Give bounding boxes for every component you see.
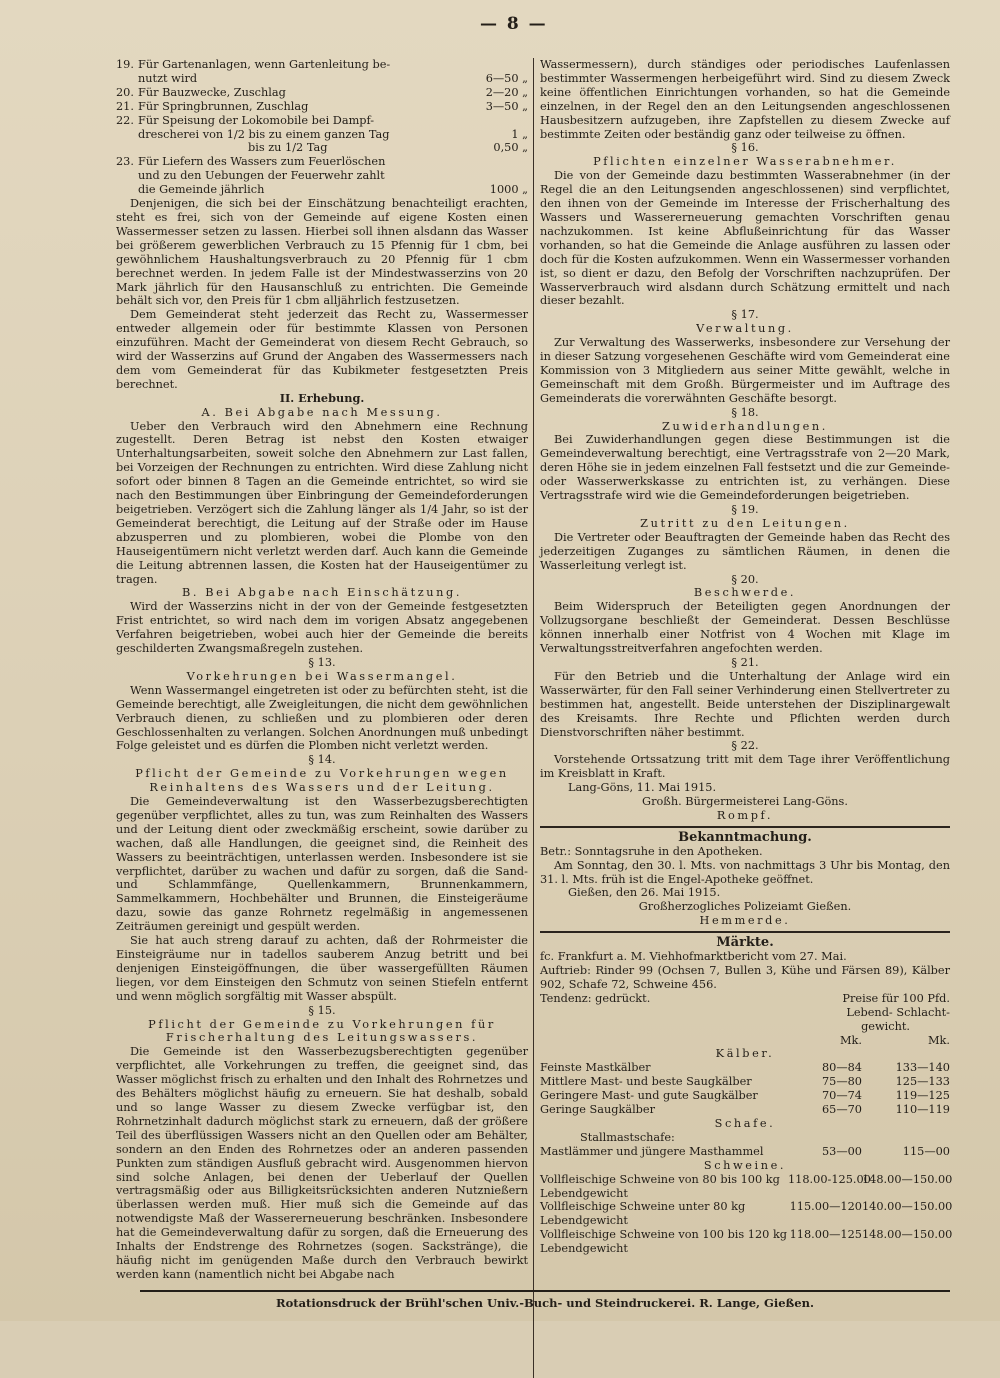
tariff-item-line: Für Liefern des Wassers zum Feuerlöschen bbox=[138, 155, 386, 169]
market-row-label: Vollfleischige Schweine unter 80 kg Lebendgewicht bbox=[540, 1200, 746, 1228]
section-14-text-2: Sie hat auch streng darauf zu achten, daß der Rohrmeister die Einsteigräume nur in tadellos sauberem Anzug betritt und bei denjenigen Einsteigöffnungen, die über wassergefüllten Räumen liegen, vor dem Einsteigen den Schmutz von seinen Stiefeln entfernt und wenn möglich sorgfältig mit Wasser abspült. bbox=[116, 934, 528, 1003]
markets-price-unit: Preise für 100 Pfd. bbox=[842, 991, 950, 1005]
section-18-number: § 18. bbox=[731, 405, 759, 419]
page-number: — 8 — bbox=[480, 14, 548, 34]
section-17-text: Zur Verwaltung des Wasserwerks, insbesondere zur Versehung der in dieser Satzung vorgesehenen Geschäfte wird vom Gemeinderat eine Kommission von 3 Mitgliedern aus seiner Mitte gewählt, welche in Gemeinschaft mit dem Großh. Bürgermeister und im Auftrage des Gemeinderats die vorerwähnten Geschäfte besorgt. bbox=[540, 336, 950, 405]
section-13-title: Vorkehrungen bei Wassermangel. bbox=[186, 669, 458, 683]
markets-unit-live: Mk. bbox=[839, 1033, 862, 1047]
section-16-title: Pflichten einzelner Wasserabnehmer. bbox=[593, 155, 897, 169]
market-row bbox=[540, 1089, 950, 1103]
tariff-item bbox=[116, 58, 528, 86]
tariff-item-text bbox=[138, 100, 528, 114]
markets-intro: fc. Frankfurt a. M. Viehhofmarktbericht vom 27. Mai. bbox=[540, 950, 847, 964]
notice-text: Am Sonntag, den 30. l. Mts. von nachmittags 3 Uhr bis Montag, den 31. l. Mts. früh ist die Engel-Apotheke geöffnet. bbox=[540, 858, 950, 886]
section-19-text: Die Vertreter oder Beauftragten der Gemeinde haben das Recht des jederzeitigen Zuganges zu sämtlichen Räumen, in denen die Wasserleitung verlegt ist. bbox=[540, 530, 950, 572]
paragraph-council-right: Dem Gemeinderat steht jederzeit das Recht zu, Wassermesser entweder allgemein oder für bestimmte Klassen von Personen einzuführen. Macht der Gemeinderat von diesem Recht Gebrauch, so wird der Wasserzins auf Grund der Angaben des Wassermessers nach dem vom Gemeinderat für das Kubikmeter festgesetzten Preis berechnet. bbox=[116, 308, 528, 391]
market-row-label: Vollfleischige Schweine von 100 bis 120 kg Lebendgewicht bbox=[540, 1228, 788, 1256]
market-row bbox=[540, 1061, 950, 1075]
tariff-item-line: Für Speisung der Lokomobile bei Dampf- bbox=[138, 113, 375, 127]
section-19-title: Zutritt zu den Leitungen. bbox=[640, 516, 850, 530]
markets-auftrieb: Auftrieb: Rinder 99 (Ochsen 7, Bullen 3, Kühe und Färsen 89), Kälber 902, Schafe 72, Schweine 456. bbox=[540, 964, 950, 991]
tariff-item-price-line bbox=[138, 72, 528, 86]
tariff-item-price-line bbox=[138, 100, 528, 114]
heading-measurement: A. Bei Abgabe nach Messung. bbox=[201, 405, 443, 419]
tariff-item bbox=[116, 86, 528, 100]
printer-imprint: Rotationsdruck der Brühl'schen Univ.-Buch- und Steindruckerei. R. Lange, Gießen. bbox=[276, 1296, 814, 1310]
tariff-item-value: 6—50 „ bbox=[485, 71, 528, 85]
section-19-number: § 19. bbox=[731, 503, 759, 516]
section-22-text: Vorstehende Ortssatzung tritt mit dem Tage ihrer Veröffentlichung im Kreisblatt in Kraft. bbox=[540, 753, 950, 781]
paragraph-measurement: Ueber den Verbrauch wird den Abnehmern eine Rechnung zugestellt. Deren Betrag ist nebst den Kosten etwaiger Unterhaltungsarbeiten, soweit solche den Abnehmern zur Last fallen, bei Vorzeigen der Rechnungen zu entrichten. Wird diese Zahlung nicht sofort oder binnen 8 Tagen an die Gemeinde entrichtet, so wird sie nach den Bestimmungen über Einbringung der Gemeindeforderungen beigetrieben. Verzögert sich die Zahlung länger als 1/4 Jahr, so ist der Gemeinderat berechtigt, die Leitung auf der Straße oder im Hause abzusperren und zu plombieren, wobei die Plombe von den Hauseigentümern nicht verletzt werden darf. Auch kann die Gemeinde die Leitung abtrennen lassen, die Kosten hat der Hauseigentümer zu tragen. bbox=[116, 419, 528, 586]
tariff-item-value: 1 „ bbox=[511, 127, 528, 141]
left-column bbox=[116, 58, 528, 1282]
market-row-label: Geringere Mast- und gute Saugkälber bbox=[540, 1089, 758, 1103]
markets-unit-slaughter: Mk. bbox=[927, 1033, 950, 1047]
market-price-table bbox=[540, 1047, 953, 1256]
market-row-slaughter-price: 133—140 bbox=[895, 1061, 950, 1075]
market-group-subtitle: Stallmastschafe: bbox=[580, 1130, 675, 1144]
market-row-live-price: 115.00—120 bbox=[789, 1200, 862, 1214]
section-17-number: § 17. bbox=[731, 308, 759, 322]
tariff-item-number: 21. bbox=[116, 99, 134, 113]
section-22-number: § 22. bbox=[731, 739, 759, 753]
markets-col-live: Lebend- bbox=[846, 1005, 893, 1019]
market-row-slaughter-price: 119—125 bbox=[895, 1089, 950, 1103]
heading-erhebung: II. Erhebung. bbox=[279, 390, 365, 405]
tariff-item-price-line bbox=[138, 183, 528, 197]
tariff-item-text bbox=[138, 114, 528, 142]
tariff-item-number bbox=[116, 141, 138, 155]
markets-unit-row bbox=[540, 1034, 950, 1048]
market-group-title: Kälber. bbox=[715, 1047, 775, 1061]
tariff-item-label: bis zu 1/2 Tag bbox=[248, 141, 328, 155]
section-14-number: § 14. bbox=[308, 753, 336, 767]
market-row-slaughter-price: 115—00 bbox=[902, 1144, 950, 1158]
market-row bbox=[540, 1145, 950, 1159]
tariff-item-text bbox=[138, 58, 528, 86]
market-row-label: Mittlere Mast- und beste Saugkälber bbox=[540, 1075, 752, 1089]
market-row-slaughter-price: 110—119 bbox=[895, 1103, 950, 1117]
market-row-live-price: 75—80 bbox=[821, 1075, 862, 1089]
tariff-item-price-line bbox=[138, 141, 528, 155]
market-row-label: Feinste Mastkälber bbox=[540, 1061, 651, 1075]
paragraph-water-meter: Denjenigen, die sich bei der Einschätzung benachteiligt erachten, steht es frei, sich von der Gemeinde auf eigene Kosten einen Wassermesser setzen zu lassen. Hierbei soll ihnen alsdann das Wasser bei größerem gewerblichen Verbrauch zu 15 Pfennig für 1 cbm, bei gewöhnlichem Haushaltungsverbrauch zu 20 Pfennig für 1 cbm berechnet werden. In jedem Falle ist der Mindestwasserzins von 20 Mark jährlich für den Hausanschluß zu entrichten. Die Gemeinde behält sich vor, den Preis für 1 cbm alljährlich festzusetzen. bbox=[116, 197, 528, 308]
tariff-item-label: drescherei von 1/2 bis zu einem ganzen Tag bbox=[138, 127, 390, 141]
section-22-place: Lang-Göns, 11. Mai 1915. bbox=[568, 781, 717, 795]
section-15-text: Die Gemeinde ist den Wasserbezugsberechtigten gegenüber verpflichtet, alle Vorkehrungen zu treffen, die geeignet sind, das Wasser möglichst frisch zu erhalten und den Inhalt des Rohrnetzes und des Behälters möglichst häufig zu erneuern. Sie hat deshalb, sobald und so lange Wasser zu diesem Zwecke verfügbar ist, den Rohrnetzinhalt dadurch möglichst stark zu erneuern, daß der größere Teil des überflüssigen Wassers nicht an den Quellen oder am Behälter, sondern an den Enden des Rohrnetzes oder an anderen passenden Punkten zum ständigen Ausfluß gebracht wird. Ausgenommen hiervon sind solche Anlagen, bei denen der Ueberlauf der Quellen vertragsmäßig oder aus Billigkeitsrücksichten anderen Nutznießern überlassen werden muß. Hier muß sich die Gemeinde auf das notwendigste Maß der Wassererneuerung beschränken. Insbesondere hat die Gemeindeverwaltung dafür zu sorgen, daß die Erneuerung des Inhalts der Endstrenge des Rohrnetzes (sogen. Sackstränge), die häufig nicht im genügenden Maße durch den Verbrauch bewirkt werden kann (namentlich nicht bei Abgabe nach bbox=[116, 1045, 528, 1281]
footer-rule bbox=[140, 1290, 950, 1292]
markets-price-header bbox=[842, 992, 950, 1020]
market-row bbox=[540, 1228, 953, 1256]
continuation-text: Wassermessern), durch ständiges oder periodisches Laufenlassen bestimmter Wassermengen herbeigeführt wird. Sind zu diesem Zweck keine öffentlichen Einrichtungen vorhanden, so hat die Gemeinde einzelnen, in der Regel den an den Leitungsenden angeschlossenen Hausbesitzern aufzugeben, ihre Zapfstellen zu diesem Zwecke auf bestimmte Zeiten oder beständig ganz oder teilweise zu öffnen. bbox=[540, 58, 950, 141]
tariff-item-number: 22. bbox=[116, 113, 134, 127]
section-13-text: Wenn Wassermangel eingetreten ist oder zu befürchten steht, ist die Gemeinde berechtigt, alle Zweigleitungen, die nicht dem gewöhnlichen Verbrauch dienen, zu schließen und zu plombieren oder deren Geschlossenhalten zu verlangen. Solchen Anordnungen muß unbedingt Folge geleistet und es dürfen die Plomben nicht verletzt werden. bbox=[116, 683, 528, 753]
notice-title: Bekanntmachung. bbox=[678, 829, 812, 845]
markets-title: Märkte. bbox=[716, 935, 774, 951]
heading-estimation: B. Bei Abgabe nach Einschätzung. bbox=[181, 586, 463, 600]
tariff-item-label: nutzt wird bbox=[138, 71, 198, 85]
market-row-live-price: 65—70 bbox=[821, 1103, 862, 1117]
section-14-text-1: Die Gemeindeverwaltung ist den Wasserbezugsberechtigten gegenüber verpflichtet, alles zu tun, was zum Reinhalten des Wassers und der Leitung dient oder zweckmäßig erscheint, sowie darüber zu wachen, daß alle Handlungen, die geeignet sind, die Reinheit des Wassers zu beeinträchtigen, unterlassen werden. Insbesondere ist sie verpflichtet, darüber zu wachen und dafür zu sorgen, daß die Sand- und Schlammfänge, Quellenkammern, Brunnenkammern, Sammelkammern, Hochbehälter und Brunnen, die Einsteigeräume dazu, sowie das ganze Rohrnetz regelmäßig in angemessenen Zeiträumen gereinigt und gespült werden. bbox=[116, 795, 528, 934]
tariff-item-text bbox=[138, 86, 528, 100]
tariff-list bbox=[116, 58, 528, 197]
market-row bbox=[540, 1172, 953, 1201]
tariff-item-price-line bbox=[138, 86, 528, 100]
section-21-number: § 21. bbox=[731, 655, 759, 669]
tariff-item-number: 19. bbox=[116, 58, 134, 71]
section-22-office: Großh. Bürgermeisterei Lang-Göns. bbox=[642, 795, 848, 809]
rule-before-markets bbox=[540, 931, 950, 933]
tariff-item-number: 23. bbox=[116, 155, 134, 169]
tariff-item-line: und zu den Uebungen der Feuerwehr zahlt bbox=[138, 169, 385, 183]
market-row bbox=[540, 1200, 953, 1228]
market-row-slaughter-price: 148.00—150.00 bbox=[862, 1172, 953, 1186]
market-row-label: Geringe Saugkälber bbox=[540, 1103, 655, 1117]
markets-header-row bbox=[540, 992, 950, 1020]
tariff-item-line: Für Gartenanlagen, wenn Gartenleitung be- bbox=[138, 58, 391, 71]
notice-place-date: Gießen, den 26. Mai 1915. bbox=[568, 886, 721, 900]
tariff-item-value: 1000 „ bbox=[489, 183, 528, 197]
market-row-live-price: 53—00 bbox=[821, 1144, 862, 1158]
markets-tendency: Tendenz: gedrückt. bbox=[540, 991, 651, 1005]
market-row-live-price: 118.00-125.00 bbox=[788, 1172, 871, 1186]
tariff-item-label: Für Bauzwecke, Zuschlag bbox=[138, 85, 286, 99]
tariff-item-value: 3—50 „ bbox=[485, 99, 528, 113]
rule-before-notice bbox=[540, 826, 950, 828]
market-row-slaughter-price: 140.00—150.00 bbox=[862, 1200, 953, 1214]
section-22-signature: Rompf. bbox=[716, 808, 774, 822]
tariff-item bbox=[116, 114, 528, 142]
section-17-title: Verwaltung. bbox=[696, 322, 794, 336]
tariff-item-number: 20. bbox=[116, 85, 134, 99]
notice-signature: Hemmerde. bbox=[699, 914, 791, 928]
markets-col-slaughter: Schlacht- bbox=[896, 1005, 950, 1019]
tariff-item bbox=[116, 155, 528, 197]
tariff-item-price-line bbox=[138, 128, 528, 142]
market-row-label: Vollfleischige Schweine von 80 bis 100 kg Lebendgewicht bbox=[540, 1172, 780, 1200]
market-row-live-price: 70—74 bbox=[821, 1089, 862, 1103]
tariff-item-text bbox=[138, 155, 528, 197]
section-20-text: Beim Widerspruch der Beteiligten gegen Anordnungen der Vollzugsorgane beschließt der Gemeinderat. Dessen Beschlüsse können innerhalb einer Notfrist von 4 Wochen mit Klage im Verwaltungsstreitverfahren angefochten werden. bbox=[540, 600, 950, 656]
section-14-title: Pflicht der Gemeinde zu Vorkehrungen wegen Reinhaltens des Wassers und der Leitung. bbox=[135, 767, 509, 795]
market-group-title: Schafe. bbox=[714, 1116, 776, 1130]
section-13-number: § 13. bbox=[308, 655, 336, 669]
tariff-item bbox=[116, 141, 528, 155]
market-group-title: Schweine. bbox=[703, 1158, 787, 1172]
tariff-item bbox=[116, 100, 528, 114]
market-row-slaughter-price: 125—133 bbox=[895, 1075, 950, 1089]
right-column bbox=[540, 58, 953, 1256]
market-row-slaughter-price: 148.00—150.00 bbox=[862, 1228, 953, 1242]
markets-col-weight: gewicht. bbox=[861, 1019, 910, 1033]
tariff-item-value: 0,50 „ bbox=[493, 141, 528, 155]
section-15-number: § 15. bbox=[308, 1003, 336, 1017]
paragraph-estimation: Wird der Wasserzins nicht in der von der Gemeinde festgesetzten Frist entrichtet, so wird nach dem im vorigen Absatz angegebenen Verfahren beigetrieben, wobei auch hier der Gemeinde die bereits geschilderten Zwangsmaßregeln zustehen. bbox=[116, 600, 528, 656]
market-row-live-price: 118.00—125 bbox=[789, 1228, 862, 1242]
market-row bbox=[540, 1075, 950, 1089]
tariff-item-label: die Gemeinde jährlich bbox=[138, 183, 265, 197]
market-row bbox=[540, 1103, 950, 1117]
market-row-label: Mastlämmer und jüngere Masthammel bbox=[540, 1144, 764, 1158]
tariff-item-label: Für Springbrunnen, Zuschlag bbox=[138, 99, 309, 113]
section-16-number: § 16. bbox=[731, 141, 759, 155]
printer-footer bbox=[140, 1290, 950, 1310]
market-row-live-price: 80—84 bbox=[821, 1061, 862, 1075]
notice-office: Großherzogliches Polizeiamt Gießen. bbox=[638, 900, 852, 914]
section-15-title: Pflicht der Gemeinde zu Vorkehrungen für Frischerhaltung des Leitungswassers. bbox=[148, 1017, 496, 1045]
column-divider bbox=[533, 58, 534, 1378]
section-20-title: Beschwerde. bbox=[693, 586, 797, 600]
notice-subject: Betr.: Sonntagsruhe in den Apotheken. bbox=[540, 844, 763, 858]
section-18-title: Zuwiderhandlungen. bbox=[662, 419, 828, 433]
tariff-item-value: 2—20 „ bbox=[485, 85, 528, 99]
section-16-text: Die von der Gemeinde dazu bestimmten Wasserabnehmer (in der Regel die an den Leitungsenden angeschlossenen) sind verpflichtet, den ihnen von der Gemeinde im Interesse der Frischerhaltung des Wassers und Wassererneuerung gemachten Vorschriften genau nachzukommen. Ist keine Abflußeinrichtung für das Wasser vorhanden, so hat die Gemeinde die Anlage ausführen zu lassen oder doch für die Kosten aufzukommen. Wenn ein Wassermesser vorhanden ist, so dient er dazu, den Befolg der Vorschriften nachzuprüfen. Der Wasserverbrauch wird alsdann durch Schätzung ermittelt und nach dieser bezahlt. bbox=[540, 169, 950, 308]
section-20-number: § 20. bbox=[731, 572, 759, 586]
tariff-item-text bbox=[138, 141, 528, 155]
section-21-text: Für den Betrieb und die Unterhaltung der Anlage wird ein Wasserwärter, für den Fall seiner Verhinderung einen Stellvertreter zu bestimmen hat, angestellt. Beide unterstehen der Disziplinargewalt des Kreisamts. Ihre Rechte und Pflichten werden durch Dienstvorschriften näher bestimmt. bbox=[540, 669, 950, 739]
section-18-text: Bei Zuwiderhandlungen gegen diese Bestimmungen ist die Gemeindeverwaltung berechtigt, eine Vertragsstrafe von 2—20 Mark, deren Höhe sie in jedem einzelnen Fall festsetzt und die zur Gemeinde- oder Wasserwerkskasse zu entrichten ist, zu verhängen. Diese Vertragsstrafe wird wie die Gemeindeforderungen beigetrieben. bbox=[540, 433, 950, 503]
